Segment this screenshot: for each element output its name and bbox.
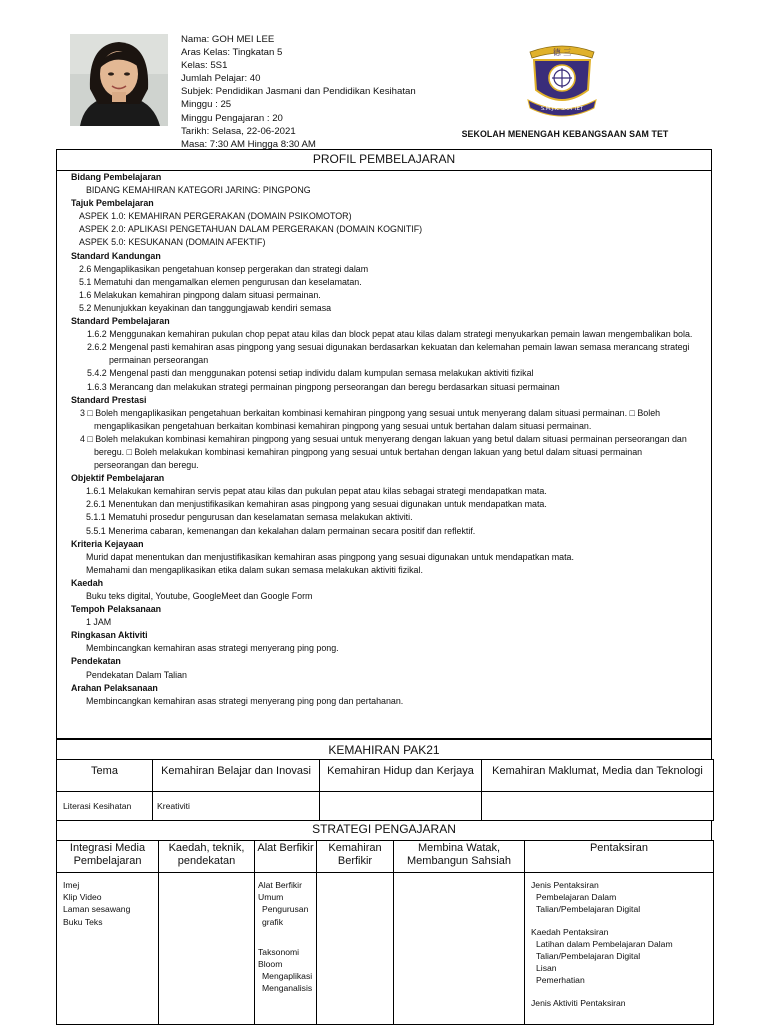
- teacher-info: [181, 33, 416, 151]
- alat-item: Mengaplikasi: [262, 971, 313, 982]
- media-item: Laman sesawang: [63, 904, 131, 915]
- pak21-value: [482, 792, 714, 821]
- standard-pembelajaran-item: 1.6.2 Menggunakan kemahiran pukulan chop pepat atau kilas dan block pepat atau kilas dalam strategi menyukarkan pemain lawan mengembalikan bola.: [87, 329, 693, 340]
- bidang-value: BIDANG KEMAHIRAN KATEGORI JARING: PINGPONG: [86, 185, 311, 196]
- alat-heading: Bloom: [258, 959, 283, 970]
- standard-kandungan-item: 1.6 Melakukan kemahiran pingpong dalam situasi permainan.: [79, 289, 321, 300]
- logo-banner-text: S.M.J.K. SAM TET: [540, 106, 584, 112]
- strategi-header: Kaedah, teknik, pendekatan: [159, 841, 255, 873]
- strategi-header: Integrasi Media Pembelajaran: [57, 841, 159, 873]
- pendekatan-heading: Pendekatan: [71, 656, 121, 667]
- strategi-title: STRATEGI PENGAJARAN: [56, 820, 712, 841]
- alat-berfikir-cell: [255, 873, 317, 1025]
- pendekatan-value: Pendekatan Dalam Talian: [86, 669, 187, 680]
- media-cell: [57, 873, 159, 1025]
- standard-prestasi-item: 4 □ Boleh melakukan kombinasi kemahiran pingpong yang sesuai untuk menyerang dengan lakuan yang betul dalam situasi permainan perseorangan dan beregu. □ Boleh melakukan kombinasi kemahiran pingpong yang sesuai untuk bertahan dengan lakuan yang betul dalam situasi permainan perseorangan dan beregu.: [80, 433, 687, 471]
- alat-item: Menganalisis: [262, 983, 313, 994]
- strategi-header: Alat Berfikir: [255, 841, 317, 873]
- tajuk-item: ASPEK 2.0: APLIKASI PENGETAHUAN DALAM PERGERAKAN (DOMAIN KOGNITIF): [79, 224, 423, 235]
- teaching-week: Minggu Pengajaran : 20: [181, 112, 283, 124]
- kemahiran-berfikir-cell: [317, 873, 394, 1025]
- kaedah-cell: [159, 873, 255, 1025]
- profil-pembelajaran-section: [56, 149, 712, 739]
- ringkasan-heading: Ringkasan Aktiviti: [71, 630, 148, 641]
- pentaksiran-heading: Kaedah Pentaksiran: [531, 926, 609, 937]
- pentaksiran-item: Latihan dalam Pembelajaran Dalam: [536, 938, 673, 949]
- standard-pembelajaran-item: 5.4.2 Mengenal pasti dan menggunakan potensi setiap individu dalam kumpulan semasa melakukan aktiviti fizikal: [87, 368, 534, 379]
- objektif-heading: Objektif Pembelajaran: [71, 473, 165, 484]
- alat-item: grafik: [262, 916, 284, 927]
- school-name: SEKOLAH MENENGAH KEBANGSAAN SAM TET: [461, 129, 669, 139]
- standard-prestasi-heading: Standard Prestasi: [71, 394, 147, 405]
- pentaksiran-cell: [525, 873, 714, 1025]
- kriteria-item: Murid dapat menentukan dan menjustifikasikan kemahiran asas pingpong yang sesuai digunakan untuk mendapatkan mata.: [86, 551, 574, 562]
- objektif-item: 5.1.1 Mematuhi prosedur pengurusan dan keselamatan semasa melakukan aktiviti.: [86, 512, 413, 523]
- membina-watak-cell: [394, 873, 525, 1025]
- alat-item: Pengurusan: [262, 904, 309, 915]
- standard-kandungan-item: 5.1 Mematuhi dan mengamalkan elemen pengurusan dan keselamatan.: [79, 276, 362, 287]
- pak21-header: Kemahiran Belajar dan Inovasi: [153, 760, 320, 792]
- pentaksiran-item: Pembelajaran Dalam: [536, 892, 617, 903]
- media-item: Imej: [63, 880, 80, 890]
- kriteria-item: Memahami dan mengaplikasikan etika dalam sukan semasa melakukan aktiviti fizikal.: [86, 564, 423, 575]
- kaedah-heading: Kaedah: [71, 577, 104, 588]
- pak21-title: KEMAHIRAN PAK21: [56, 739, 712, 760]
- subject: Subjek: Pendidikan Jasmani dan Pendidikan Kesihatan: [181, 86, 416, 98]
- pak21-table: [56, 759, 714, 821]
- standard-pembelajaran-heading: Standard Pembelajaran: [71, 316, 170, 327]
- pentaksiran-item: Talian/Pembelajaran Digital: [536, 951, 641, 962]
- objektif-item: 1.6.1 Melakukan kemahiran servis pepat atau kilas dan pukulan pepat atau kilas sebagai strategi mendapatkan mata.: [86, 486, 547, 497]
- logo-top-text: 德 三: [552, 48, 572, 57]
- student-count: Jumlah Pelajar: 40: [181, 73, 261, 85]
- tajuk-item: ASPEK 5.0: KESUKANAN (DOMAIN AFEKTIF): [79, 237, 266, 248]
- alat-heading: Alat Berfikir: [258, 880, 302, 890]
- school-logo: [520, 38, 604, 122]
- pak21-header: Kemahiran Maklumat, Media dan Teknologi: [482, 760, 714, 792]
- pentaksiran-heading: Jenis Aktiviti Pentaksiran: [531, 997, 626, 1008]
- time: Masa: 7:30 AM Hingga 8:30 AM: [181, 138, 316, 150]
- pak21-header: Tema: [57, 760, 153, 792]
- pak21-value: [320, 792, 482, 821]
- strategi-table: [56, 840, 714, 1025]
- pak21-value: Literasi Kesihatan: [57, 792, 153, 821]
- pak21-header: Kemahiran Hidup dan Kerjaya: [320, 760, 482, 792]
- media-item: Buku Teks: [63, 916, 103, 927]
- teacher-photo: [70, 34, 168, 126]
- class-name: Kelas: 5S1: [181, 60, 228, 72]
- objektif-item: 2.6.1 Menentukan dan menjustifikasikan kemahiran asas pingpong yang sesuai digunakan untuk mendapatkan mata.: [86, 499, 547, 510]
- profil-title: PROFIL PEMBELAJARAN: [57, 150, 711, 171]
- media-item: Klip Video: [63, 892, 102, 903]
- tempoh-value: 1 JAM: [86, 617, 112, 628]
- teacher-name: Nama: GOH MEI LEE: [181, 34, 275, 45]
- kaedah-value: Buku teks digital, Youtube, GoogleMeet dan Google Form: [86, 591, 313, 601]
- strategi-header: Kemahiran Berfikir: [317, 841, 394, 873]
- bidang-heading: Bidang Pembelajaran: [71, 172, 162, 182]
- tajuk-heading: Tajuk Pembelajaran: [71, 198, 154, 209]
- kriteria-heading: Kriteria Kejayaan: [71, 538, 144, 549]
- standard-prestasi-item: 3 □ Boleh mengaplikasikan pengetahuan berkaitan kombinasi kemahiran pingpong yang sesuai untuk menyerang dalam situasi permainan. □ Boleh mengaplikasikan pengetahuan berkaitan kombinasi kemahiran pingpong yang sesuai untuk bertahan dalam situasi permainan.: [80, 407, 661, 431]
- pentaksiran-item: Lisan: [536, 963, 557, 974]
- pentaksiran-item: Talian/Pembelajaran Digital: [536, 904, 641, 915]
- alat-heading: Taksonomi: [258, 946, 300, 957]
- ringkasan-value: Membincangkan kemahiran asas strategi menyerang ping pong.: [86, 643, 339, 654]
- tajuk-item: ASPEK 1.0: KEMAHIRAN PERGERAKAN (DOMAIN PSIKOMOTOR): [79, 211, 352, 222]
- objektif-item: 5.5.1 Menerima cabaran, kemenangan dan kekalahan dalam permainan secara positif dan reflektif.: [86, 525, 476, 536]
- tempoh-heading: Tempoh Pelaksanaan: [71, 604, 162, 615]
- arahan-heading: Arahan Pelaksanaan: [71, 682, 158, 693]
- week: Minggu : 25: [181, 99, 232, 111]
- pentaksiran-item: Pemerhatian: [536, 975, 585, 986]
- standard-kandungan-item: 2.6 Mengaplikasikan pengetahuan konsep pergerakan dan strategi dalam: [79, 263, 369, 274]
- standard-pembelajaran-item: 2.6.2 Mengenal pasti kemahiran asas pingpong yang sesuai digunakan berdasarkan kekuatan dan kelemahan pemain lawan semasa merancang strategi permainan perseorangan: [87, 342, 690, 366]
- pentaksiran-heading: Jenis Pentaksiran: [531, 880, 599, 890]
- alat-heading: Umum: [258, 892, 284, 903]
- strategi-header: Pentaksiran: [525, 841, 714, 873]
- standard-kandungan-item: 5.2 Menunjukkan keyakinan dan tanggungjawab kendiri semasa: [79, 302, 332, 313]
- pak21-value: Kreativiti: [153, 792, 320, 821]
- standard-pembelajaran-item: 1.6.3 Merancang dan melakukan strategi permainan pingpong perseorangan dan beregu berdasarkan situasi permainan: [87, 381, 560, 392]
- strategi-header: Membina Watak, Membangun Sahsiah: [394, 841, 525, 873]
- class-level: Aras Kelas: Tingkatan 5: [181, 47, 283, 59]
- arahan-value: Membincangkan kemahiran asas strategi menyerang ping pong dan pertahanan.: [86, 695, 404, 706]
- date: Tarikh: Selasa, 22-06-2021: [181, 125, 296, 137]
- standard-kandungan-heading: Standard Kandungan: [71, 250, 161, 261]
- profil-content: [57, 171, 711, 708]
